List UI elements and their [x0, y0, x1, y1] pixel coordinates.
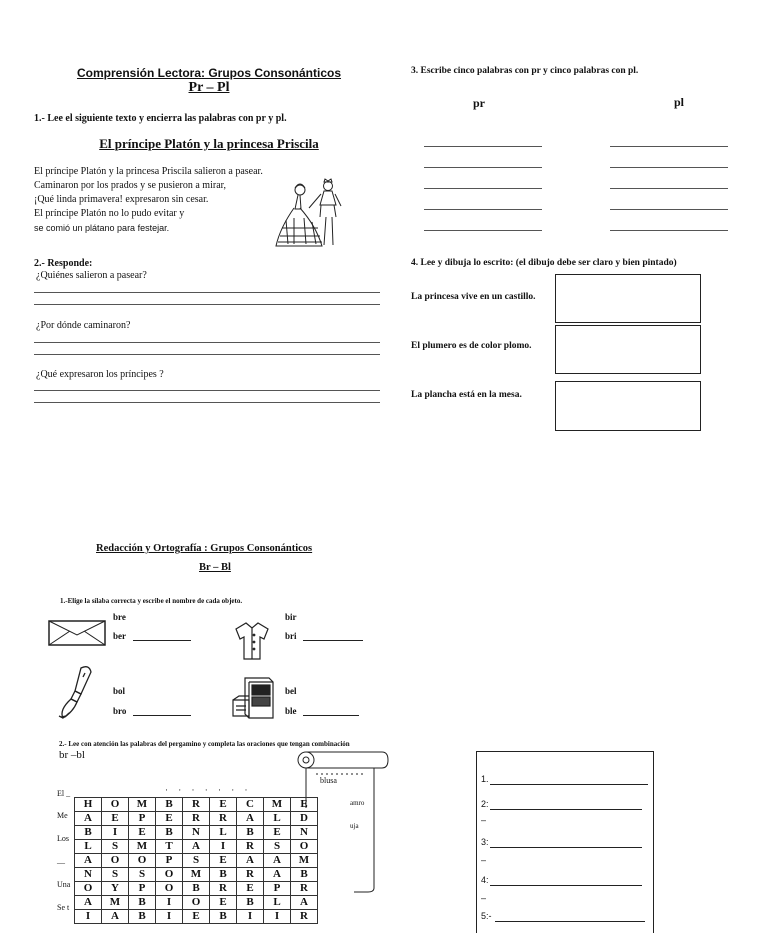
grid-cell[interactable]: B	[75, 826, 102, 840]
grid-cell[interactable]: M	[129, 840, 156, 854]
grid-cell[interactable]: A	[264, 868, 291, 882]
worksheet-title: Comprensión Lectora: Grupos Consonánticos	[76, 66, 342, 80]
grid-cell[interactable]: E	[156, 812, 183, 826]
answer-line[interactable]	[34, 402, 380, 403]
story-title: El príncipe Platón y la princesa Priscila	[99, 136, 319, 151]
story-line: ¡Qué linda primavera! expresaron sin cesar.	[34, 194, 209, 205]
question-1: 1.- Lee el siguiente texto y encierra las palabras con pr y pl.	[34, 113, 287, 124]
side-word: uja	[350, 822, 359, 830]
answer-line[interactable]	[490, 847, 642, 848]
grid-cell[interactable]: R	[237, 868, 264, 882]
grid-cell[interactable]: A	[183, 840, 210, 854]
grid-cell[interactable]: A	[102, 910, 129, 924]
grid-cell[interactable]: A	[75, 896, 102, 910]
grid-cell[interactable]: R	[183, 798, 210, 812]
answer-label: 1.	[481, 774, 489, 784]
grid-cell[interactable]: P	[264, 882, 291, 896]
grid-cell[interactable]: E	[183, 910, 210, 924]
sentence-start: Una	[57, 880, 71, 889]
syllable-option[interactable]: bir	[285, 612, 297, 622]
cabinet-icon	[231, 676, 277, 722]
answer-line[interactable]	[133, 715, 191, 716]
grid-cell[interactable]: M	[129, 798, 156, 812]
grid-cell[interactable]: A	[237, 854, 264, 868]
pr-word-line[interactable]	[424, 188, 542, 189]
grid-cell[interactable]: S	[102, 868, 129, 882]
draw-prompt: El plumero es de color plomo.	[411, 341, 532, 351]
answer-line[interactable]	[34, 342, 380, 343]
question-3: 3. Escribe cinco palabras con pr y cinco palabras con pl.	[411, 66, 639, 76]
answer-dash: –	[481, 893, 487, 903]
grid-row	[75, 854, 318, 868]
grid-cell[interactable]: O	[156, 868, 183, 882]
answer-line[interactable]	[490, 784, 648, 785]
grid-cell[interactable]: L	[210, 826, 237, 840]
grid-cell[interactable]: B	[237, 896, 264, 910]
grid-cell[interactable]: H	[75, 798, 102, 812]
grid-cell[interactable]: T	[156, 840, 183, 854]
pl-word-line[interactable]	[610, 146, 728, 147]
pr-word-line[interactable]	[424, 146, 542, 147]
grid-cell[interactable]: I	[237, 910, 264, 924]
grid-cell[interactable]: I	[75, 910, 102, 924]
grid-cell[interactable]: I	[210, 840, 237, 854]
prince-princess-illustration	[274, 178, 350, 248]
pr-word-line[interactable]	[424, 230, 542, 231]
faded-dots: · · · · · · ·	[165, 785, 252, 795]
grid-cell[interactable]: O	[183, 896, 210, 910]
grid-cell[interactable]: S	[264, 840, 291, 854]
pr-word-line[interactable]	[424, 209, 542, 210]
grid-cell[interactable]: A	[264, 854, 291, 868]
grid-cell[interactable]: B	[210, 910, 237, 924]
grid-cell[interactable]: I	[102, 826, 129, 840]
grid-cell[interactable]: E	[210, 798, 237, 812]
grid-cell[interactable]: C	[237, 798, 264, 812]
question-2a: ¿Quiénes salieron a pasear?	[36, 270, 147, 281]
answer-label: 2:	[481, 799, 489, 809]
sentence-start: El _	[57, 789, 71, 798]
pl-word-line[interactable]	[610, 188, 728, 189]
pr-word-line[interactable]	[424, 167, 542, 168]
grid-cell[interactable]: B	[210, 868, 237, 882]
grid-cell[interactable]: Y	[102, 882, 129, 896]
answer-label: 5:-	[481, 911, 492, 921]
answer-line[interactable]	[303, 640, 363, 641]
story-line: El príncipe Platón no lo pudo evitar y	[34, 208, 185, 219]
grid-cell[interactable]: A	[291, 896, 318, 910]
answer-label: 3:	[481, 837, 489, 847]
sentence-start: __	[57, 856, 65, 865]
drawing-box[interactable]	[555, 325, 701, 374]
story-line: Caminaron por los prados y se pusieron a mirar,	[34, 180, 227, 191]
answer-line[interactable]	[490, 809, 642, 810]
grid-cell[interactable]: M	[291, 854, 318, 868]
story-text	[34, 165, 263, 235]
drawing-box[interactable]	[555, 274, 701, 323]
scroll-word: blusa	[320, 776, 337, 785]
answer-line[interactable]	[303, 715, 359, 716]
grid-cell[interactable]: B	[129, 896, 156, 910]
column-pr-label: pr	[473, 96, 485, 110]
grid-cell[interactable]: E	[210, 896, 237, 910]
grid-row	[75, 882, 318, 896]
answer-line[interactable]	[495, 921, 645, 922]
grid-cell[interactable]: I	[156, 896, 183, 910]
pl-word-line[interactable]	[610, 167, 728, 168]
grid-row	[75, 798, 318, 812]
grid-cell[interactable]: N	[291, 826, 318, 840]
grid-cell[interactable]: E	[264, 826, 291, 840]
drawing-box[interactable]	[555, 381, 701, 431]
envelope-icon	[48, 620, 106, 646]
grid-cell[interactable]: B	[156, 798, 183, 812]
answer-line[interactable]	[34, 354, 380, 355]
syllable-option[interactable]: bol	[113, 686, 126, 696]
draw-prompt: La plancha está en la mesa.	[411, 390, 522, 400]
answer-label: 4:	[481, 875, 489, 885]
answer-line[interactable]	[133, 640, 191, 641]
grid-row	[75, 896, 318, 910]
grid-cell[interactable]: A	[237, 812, 264, 826]
grid-cell[interactable]: R	[291, 910, 318, 924]
grid-cell[interactable]: A	[75, 812, 102, 826]
grid-cell[interactable]: N	[75, 868, 102, 882]
brush-icon	[55, 664, 97, 720]
grid-cell[interactable]: P	[129, 882, 156, 896]
syllable-option[interactable]: bre	[113, 612, 126, 622]
grid-cell[interactable]: O	[102, 798, 129, 812]
grid-cell[interactable]: A	[75, 854, 102, 868]
page2-question-2-combo: br –bl	[59, 749, 85, 761]
grid-cell[interactable]: L	[264, 812, 291, 826]
grid-cell[interactable]: P	[156, 854, 183, 868]
grid-cell[interactable]: M	[264, 798, 291, 812]
sentence-start: Me	[57, 811, 68, 820]
syllable-option[interactable]: ble	[285, 706, 297, 716]
pl-word-line[interactable]	[610, 230, 728, 231]
grid-cell[interactable]: R	[291, 882, 318, 896]
column-pl-label: pl	[674, 95, 685, 109]
grid-cell[interactable]: O	[102, 854, 129, 868]
question-4: 4. Lee y dibuja lo escrito: (el dibujo debe ser claro y bien pintado)	[411, 258, 677, 268]
side-word: amro	[350, 799, 365, 807]
shirt-icon	[232, 620, 272, 662]
grid-cell[interactable]: B	[291, 868, 318, 882]
story-line: se comió un plátano para festejar.	[34, 223, 170, 233]
grid-cell[interactable]: E	[210, 854, 237, 868]
grid-cell[interactable]: O	[156, 882, 183, 896]
question-2c: ¿Qué expresaron los príncipes ?	[36, 369, 164, 380]
grid-cell[interactable]: B	[156, 826, 183, 840]
grid-cell[interactable]: R	[210, 882, 237, 896]
answer-line[interactable]	[34, 390, 380, 391]
grid-cell[interactable]: O	[291, 840, 318, 854]
grid-cell[interactable]: B	[129, 910, 156, 924]
answer-line[interactable]	[34, 304, 380, 305]
grid-cell[interactable]: R	[210, 812, 237, 826]
grid-cell[interactable]: S	[129, 868, 156, 882]
grid-cell[interactable]: D	[291, 812, 318, 826]
grid-cell[interactable]: P	[129, 812, 156, 826]
question-2b: ¿Por dónde caminaron?	[36, 320, 131, 331]
grid-row	[75, 826, 318, 840]
grid-cell[interactable]: E	[129, 826, 156, 840]
grid-cell[interactable]: N	[183, 826, 210, 840]
grid-cell[interactable]: O	[129, 854, 156, 868]
syllable-option[interactable]: bro	[113, 706, 127, 716]
grid-cell[interactable]: R	[237, 840, 264, 854]
answers-box	[476, 751, 654, 933]
grid-cell[interactable]: S	[183, 854, 210, 868]
grid-cell[interactable]: B	[237, 826, 264, 840]
grid-row	[75, 868, 318, 882]
syllable-option[interactable]: bri	[285, 631, 297, 641]
grid-cell[interactable]: I	[156, 910, 183, 924]
question-2: 2.- Responde:	[34, 258, 93, 269]
grid-row	[75, 910, 318, 924]
grid-cell[interactable]: R	[183, 812, 210, 826]
sentence-start: Los	[57, 834, 69, 843]
page2-subtitle: Br – Bl	[199, 562, 231, 573]
answer-dash: –	[481, 815, 487, 825]
grid-cell[interactable]: E	[237, 882, 264, 896]
grid-cell[interactable]: M	[102, 896, 129, 910]
answer-line[interactable]	[490, 885, 642, 886]
grid-cell[interactable]: B	[183, 882, 210, 896]
page2-question-2: 2.- Lee con atención las palabras del pergamino y completa las oraciones que tengan combinación	[59, 740, 350, 748]
draw-prompt: La princesa vive en un castillo.	[411, 292, 536, 302]
grid-cell[interactable]: O	[75, 882, 102, 896]
page2-title: Redacción y Ortografía : Grupos Consonánticos	[96, 543, 313, 554]
grid-cell[interactable]: S	[102, 840, 129, 854]
page2-question-1: 1.-Elige la sílaba correcta y escribe el nombre de cada objeto.	[60, 597, 243, 605]
answer-line[interactable]	[34, 292, 380, 293]
word-search-grid	[74, 797, 318, 924]
grid-cell[interactable]: M	[183, 868, 210, 882]
grid-row	[75, 812, 318, 826]
grid-row	[75, 840, 318, 854]
story-line: El príncipe Platón y la princesa Priscila salieron a pasear.	[34, 166, 263, 177]
grid-cell[interactable]: L	[75, 840, 102, 854]
syllable-option[interactable]: bel	[285, 686, 297, 696]
grid-cell[interactable]: E	[291, 798, 318, 812]
grid-cell[interactable]: L	[264, 896, 291, 910]
answer-dash: –	[481, 855, 487, 865]
worksheet-subtitle: Pr – Pl	[188, 80, 230, 95]
grid-cell[interactable]: E	[102, 812, 129, 826]
pl-word-line[interactable]	[610, 209, 728, 210]
sentence-start: Se t	[57, 903, 70, 912]
grid-cell[interactable]: I	[264, 910, 291, 924]
syllable-option[interactable]: ber	[113, 631, 126, 641]
